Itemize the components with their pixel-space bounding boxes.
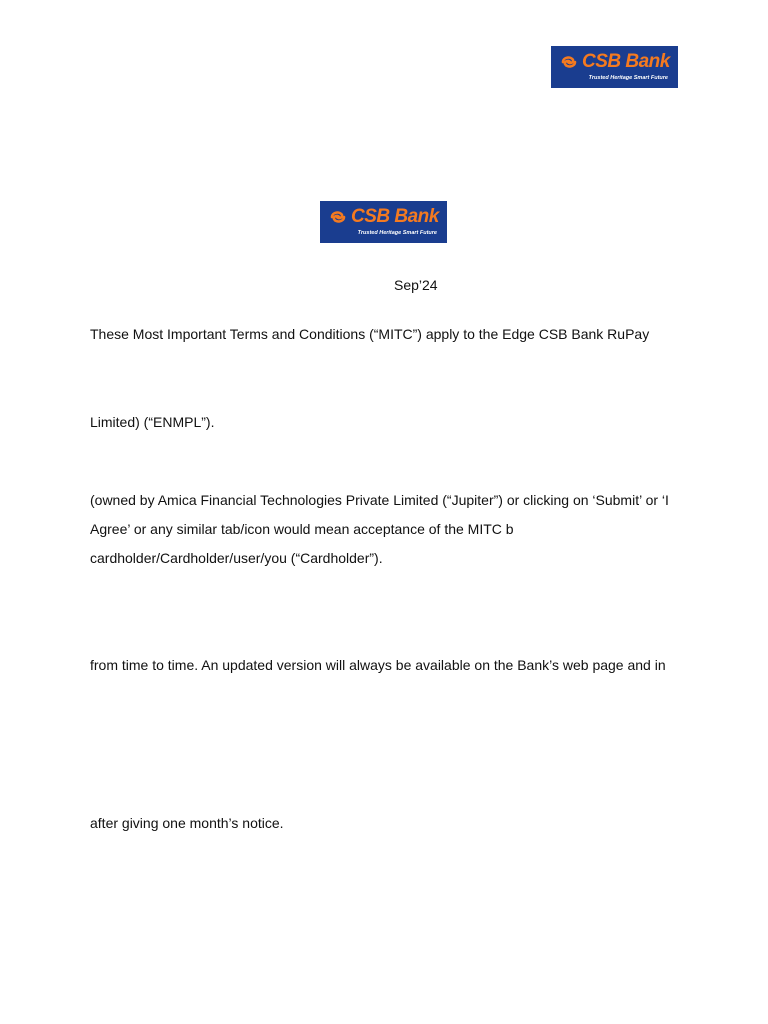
paragraph-limited: Limited) (“ENMPL”). xyxy=(90,414,215,430)
paragraph-updates: from time to time. An updated version will always be available on the Bank’s web page and in xyxy=(90,657,666,673)
logo-tagline: Trusted Heritage Smart Future xyxy=(357,230,437,236)
csb-swirl-icon xyxy=(559,52,579,72)
logo-tagline: Trusted Heritage Smart Future xyxy=(588,75,668,81)
paragraph-owned-line-2: Agree’ or any similar tab/icon would mean acceptance of the MITC b xyxy=(90,521,514,537)
logo-brand-name: CSB Bank xyxy=(582,51,670,72)
logo-brand-name: CSB Bank xyxy=(351,206,439,227)
paragraph-owned-line-1: (owned by Amica Financial Technologies Private Limited (“Jupiter”) or clicking on ‘Submit’ or ‘I xyxy=(90,492,669,508)
paragraph-intro: These Most Important Terms and Conditions (“MITC”) apply to the Edge CSB Bank RuPay xyxy=(90,326,650,342)
csb-bank-logo-header xyxy=(551,46,678,88)
document-date: Sep’24 xyxy=(394,277,438,293)
csb-swirl-icon xyxy=(328,207,348,227)
csb-bank-logo-center xyxy=(320,201,447,243)
paragraph-notice: after giving one month’s notice. xyxy=(90,815,284,831)
paragraph-owned-line-3: cardholder/Cardholder/user/you (“Cardholder”). xyxy=(90,550,383,566)
